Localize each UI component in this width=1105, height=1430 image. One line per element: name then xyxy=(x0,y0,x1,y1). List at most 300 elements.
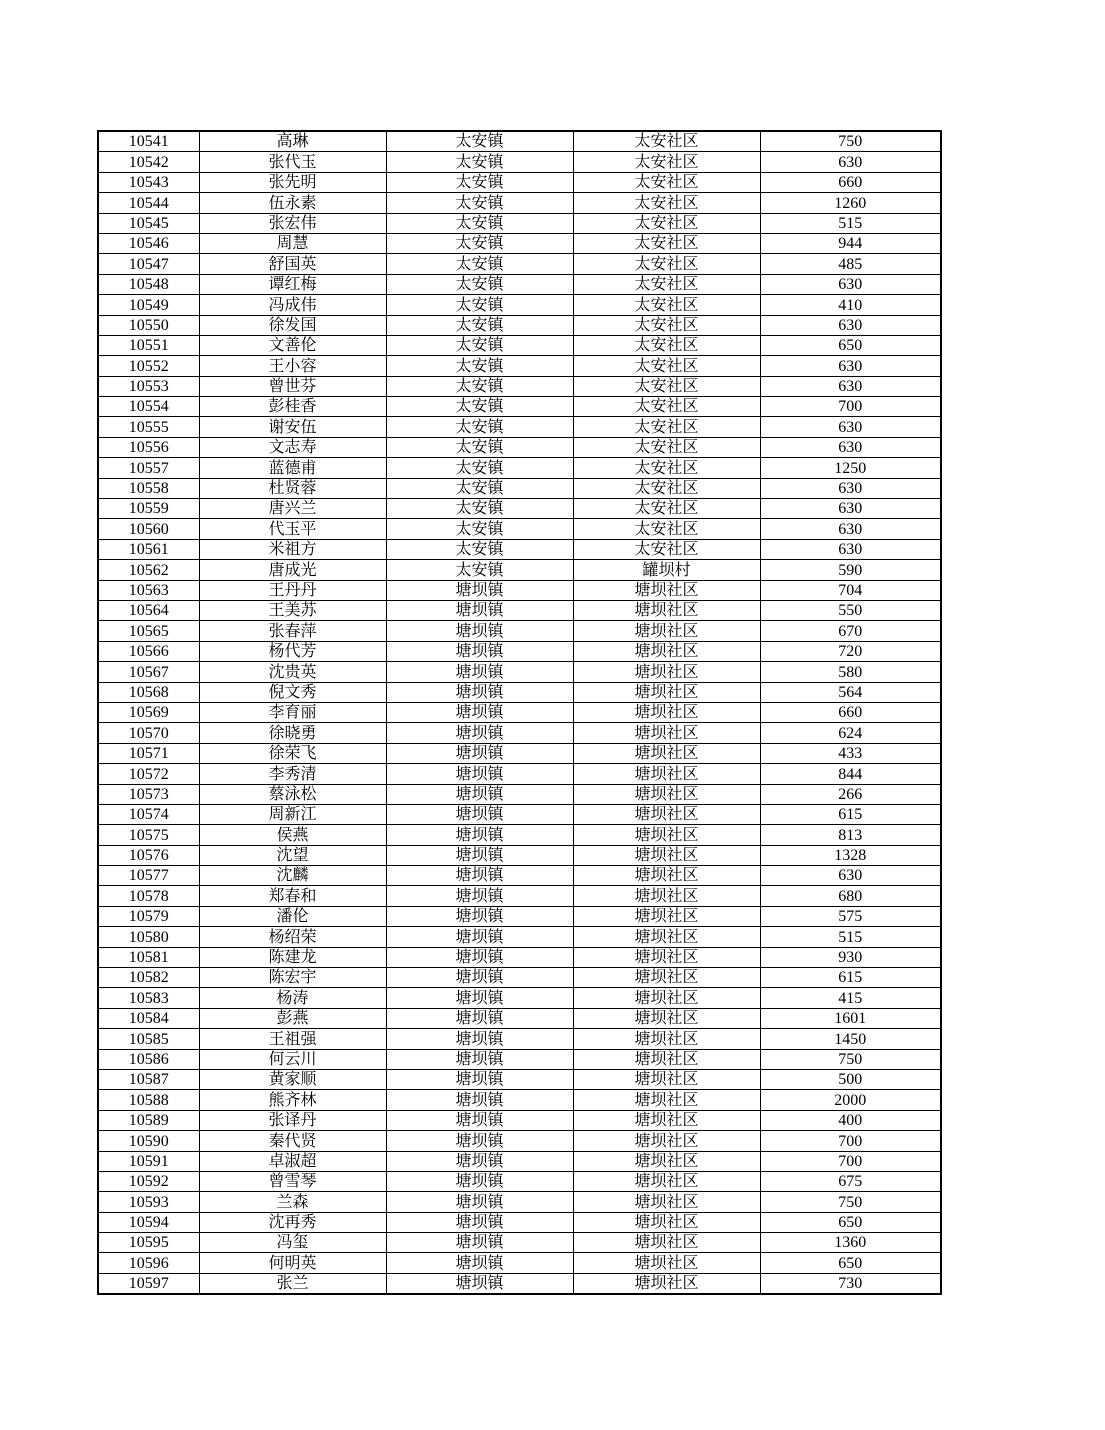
table-row xyxy=(98,131,941,152)
name-cell: 张代玉 xyxy=(199,152,386,172)
town-cell: 太安镇 xyxy=(386,193,573,213)
amount-cell: 564 xyxy=(760,682,941,702)
record-id-cell: 10560 xyxy=(98,519,199,539)
community-cell: 塘坝社区 xyxy=(573,906,760,926)
amount-cell: 630 xyxy=(760,519,941,539)
record-id-cell: 10546 xyxy=(98,233,199,253)
community-cell: 塘坝社区 xyxy=(573,682,760,702)
record-id-cell: 10570 xyxy=(98,723,199,743)
name-cell: 杜贤蓉 xyxy=(199,478,386,498)
record-id-cell: 10548 xyxy=(98,274,199,294)
amount-cell: 650 xyxy=(760,1253,941,1273)
community-cell: 太安社区 xyxy=(573,437,760,457)
table-row xyxy=(98,437,941,457)
record-id-cell: 10594 xyxy=(98,1212,199,1232)
town-cell: 塘坝镇 xyxy=(386,906,573,926)
amount-cell: 415 xyxy=(760,988,941,1008)
table-row xyxy=(98,825,941,845)
table-row xyxy=(98,804,941,824)
table-row xyxy=(98,723,941,743)
community-cell: 塘坝社区 xyxy=(573,600,760,620)
community-cell: 塘坝社区 xyxy=(573,927,760,947)
record-id-cell: 10542 xyxy=(98,152,199,172)
record-id-cell: 10586 xyxy=(98,1049,199,1069)
town-cell: 太安镇 xyxy=(386,539,573,559)
community-cell: 塘坝社区 xyxy=(573,1008,760,1028)
table-row xyxy=(98,784,941,804)
record-id-cell: 10573 xyxy=(98,784,199,804)
community-cell: 太安社区 xyxy=(573,172,760,192)
name-cell: 张宏伟 xyxy=(199,213,386,233)
amount-cell: 650 xyxy=(760,335,941,355)
community-cell: 罐坝村 xyxy=(573,560,760,580)
amount-cell: 730 xyxy=(760,1273,941,1294)
name-cell: 张兰 xyxy=(199,1273,386,1294)
community-cell: 塘坝社区 xyxy=(573,1069,760,1089)
record-id-cell: 10558 xyxy=(98,478,199,498)
amount-cell: 1260 xyxy=(760,193,941,213)
record-id-cell: 10582 xyxy=(98,968,199,988)
town-cell: 太安镇 xyxy=(386,417,573,437)
amount-cell: 1328 xyxy=(760,845,941,865)
record-id-cell: 10545 xyxy=(98,213,199,233)
record-id-cell: 10583 xyxy=(98,988,199,1008)
amount-cell: 750 xyxy=(760,1049,941,1069)
community-cell: 太安社区 xyxy=(573,335,760,355)
table-row xyxy=(98,152,941,172)
name-cell: 高琳 xyxy=(199,131,386,152)
amount-cell: 700 xyxy=(760,1151,941,1171)
record-id-cell: 10590 xyxy=(98,1131,199,1151)
name-cell: 王丹丹 xyxy=(199,580,386,600)
town-cell: 塘坝镇 xyxy=(386,866,573,886)
community-cell: 塘坝社区 xyxy=(573,1090,760,1110)
community-cell: 塘坝社区 xyxy=(573,641,760,661)
record-id-cell: 10584 xyxy=(98,1008,199,1028)
town-cell: 塘坝镇 xyxy=(386,927,573,947)
table-row xyxy=(98,499,941,519)
community-cell: 塘坝社区 xyxy=(573,1233,760,1253)
community-cell: 太安社区 xyxy=(573,152,760,172)
community-cell: 塘坝社区 xyxy=(573,621,760,641)
community-cell: 太安社区 xyxy=(573,213,760,233)
community-cell: 塘坝社区 xyxy=(573,1273,760,1294)
town-cell: 塘坝镇 xyxy=(386,641,573,661)
town-cell: 太安镇 xyxy=(386,458,573,478)
amount-cell: 680 xyxy=(760,886,941,906)
town-cell: 太安镇 xyxy=(386,356,573,376)
record-id-cell: 10579 xyxy=(98,906,199,926)
table-row xyxy=(98,702,941,722)
amount-cell: 2000 xyxy=(760,1090,941,1110)
record-id-cell: 10561 xyxy=(98,539,199,559)
table-row xyxy=(98,866,941,886)
town-cell: 太安镇 xyxy=(386,437,573,457)
town-cell: 太安镇 xyxy=(386,233,573,253)
town-cell: 塘坝镇 xyxy=(386,600,573,620)
community-cell: 太安社区 xyxy=(573,519,760,539)
table-row xyxy=(98,1192,941,1212)
record-id-cell: 10581 xyxy=(98,947,199,967)
name-cell: 杨绍荣 xyxy=(199,927,386,947)
record-id-cell: 10554 xyxy=(98,397,199,417)
town-cell: 塘坝镇 xyxy=(386,1192,573,1212)
community-cell: 塘坝社区 xyxy=(573,968,760,988)
community-cell: 太安社区 xyxy=(573,499,760,519)
community-cell: 塘坝社区 xyxy=(573,743,760,763)
record-id-cell: 10549 xyxy=(98,295,199,315)
town-cell: 塘坝镇 xyxy=(386,1069,573,1089)
name-cell: 兰森 xyxy=(199,1192,386,1212)
table-row xyxy=(98,539,941,559)
community-cell: 塘坝社区 xyxy=(573,702,760,722)
amount-cell: 930 xyxy=(760,947,941,967)
amount-cell: 500 xyxy=(760,1069,941,1089)
table-row xyxy=(98,1131,941,1151)
record-id-cell: 10588 xyxy=(98,1090,199,1110)
amount-cell: 630 xyxy=(760,152,941,172)
community-cell: 太安社区 xyxy=(573,274,760,294)
amount-cell: 660 xyxy=(760,172,941,192)
record-id-cell: 10553 xyxy=(98,376,199,396)
table-row xyxy=(98,621,941,641)
name-cell: 李育丽 xyxy=(199,702,386,722)
name-cell: 张春萍 xyxy=(199,621,386,641)
name-cell: 张先明 xyxy=(199,172,386,192)
amount-cell: 630 xyxy=(760,315,941,335)
name-cell: 谭红梅 xyxy=(199,274,386,294)
table-row xyxy=(98,376,941,396)
table-row xyxy=(98,335,941,355)
table-row xyxy=(98,968,941,988)
amount-cell: 615 xyxy=(760,804,941,824)
table-row xyxy=(98,1110,941,1130)
community-cell: 塘坝社区 xyxy=(573,1049,760,1069)
name-cell: 陈宏宇 xyxy=(199,968,386,988)
table-row xyxy=(98,519,941,539)
table-row xyxy=(98,254,941,274)
community-cell: 太安社区 xyxy=(573,233,760,253)
town-cell: 太安镇 xyxy=(386,478,573,498)
table-row xyxy=(98,478,941,498)
name-cell: 彭桂香 xyxy=(199,397,386,417)
name-cell: 潘伦 xyxy=(199,906,386,926)
record-id-cell: 10564 xyxy=(98,600,199,620)
name-cell: 蓝德甫 xyxy=(199,458,386,478)
name-cell: 倪文秀 xyxy=(199,682,386,702)
name-cell: 周新江 xyxy=(199,804,386,824)
amount-cell: 630 xyxy=(760,274,941,294)
table-row xyxy=(98,458,941,478)
name-cell: 唐成光 xyxy=(199,560,386,580)
record-id-cell: 10587 xyxy=(98,1069,199,1089)
name-cell: 沈再秀 xyxy=(199,1212,386,1232)
town-cell: 塘坝镇 xyxy=(386,723,573,743)
name-cell: 周慧 xyxy=(199,233,386,253)
record-id-cell: 10562 xyxy=(98,560,199,580)
amount-cell: 630 xyxy=(760,866,941,886)
amount-cell: 615 xyxy=(760,968,941,988)
amount-cell: 700 xyxy=(760,397,941,417)
table-row xyxy=(98,193,941,213)
amount-cell: 580 xyxy=(760,662,941,682)
community-cell: 塘坝社区 xyxy=(573,886,760,906)
community-cell: 太安社区 xyxy=(573,356,760,376)
town-cell: 塘坝镇 xyxy=(386,580,573,600)
table-row xyxy=(98,1090,941,1110)
town-cell: 塘坝镇 xyxy=(386,702,573,722)
name-cell: 侯燕 xyxy=(199,825,386,845)
town-cell: 塘坝镇 xyxy=(386,968,573,988)
town-cell: 太安镇 xyxy=(386,499,573,519)
record-id-cell: 10572 xyxy=(98,764,199,784)
data-table-body xyxy=(98,131,941,1294)
name-cell: 唐兴兰 xyxy=(199,499,386,519)
table-row xyxy=(98,641,941,661)
amount-cell: 630 xyxy=(760,478,941,498)
table-row xyxy=(98,580,941,600)
table-row xyxy=(98,1171,941,1191)
table-row xyxy=(98,172,941,192)
community-cell: 塘坝社区 xyxy=(573,825,760,845)
name-cell: 曾雪琴 xyxy=(199,1171,386,1191)
town-cell: 塘坝镇 xyxy=(386,1131,573,1151)
community-cell: 太安社区 xyxy=(573,397,760,417)
record-id-cell: 10595 xyxy=(98,1233,199,1253)
town-cell: 塘坝镇 xyxy=(386,1171,573,1191)
amount-cell: 675 xyxy=(760,1171,941,1191)
table-row xyxy=(98,356,941,376)
table-row xyxy=(98,886,941,906)
table-row xyxy=(98,927,941,947)
record-id-cell: 10597 xyxy=(98,1273,199,1294)
community-cell: 太安社区 xyxy=(573,458,760,478)
town-cell: 塘坝镇 xyxy=(386,1049,573,1069)
name-cell: 杨代芳 xyxy=(199,641,386,661)
amount-cell: 266 xyxy=(760,784,941,804)
community-cell: 塘坝社区 xyxy=(573,1192,760,1212)
amount-cell: 1601 xyxy=(760,1008,941,1028)
amount-cell: 515 xyxy=(760,213,941,233)
table-row xyxy=(98,1273,941,1294)
name-cell: 何明英 xyxy=(199,1253,386,1273)
town-cell: 塘坝镇 xyxy=(386,947,573,967)
amount-cell: 813 xyxy=(760,825,941,845)
name-cell: 沈贵英 xyxy=(199,662,386,682)
town-cell: 太安镇 xyxy=(386,315,573,335)
community-cell: 太安社区 xyxy=(573,315,760,335)
name-cell: 卓淑超 xyxy=(199,1151,386,1171)
name-cell: 秦代贤 xyxy=(199,1131,386,1151)
community-cell: 太安社区 xyxy=(573,193,760,213)
amount-cell: 400 xyxy=(760,1110,941,1130)
name-cell: 伍永素 xyxy=(199,193,386,213)
record-id-cell: 10557 xyxy=(98,458,199,478)
community-cell: 塘坝社区 xyxy=(573,764,760,784)
name-cell: 沈麟 xyxy=(199,866,386,886)
town-cell: 塘坝镇 xyxy=(386,784,573,804)
community-cell: 太安社区 xyxy=(573,376,760,396)
name-cell: 谢安伍 xyxy=(199,417,386,437)
amount-cell: 944 xyxy=(760,233,941,253)
record-id-cell: 10578 xyxy=(98,886,199,906)
town-cell: 塘坝镇 xyxy=(386,662,573,682)
community-cell: 塘坝社区 xyxy=(573,804,760,824)
table-row xyxy=(98,213,941,233)
town-cell: 塘坝镇 xyxy=(386,1151,573,1171)
record-id-cell: 10552 xyxy=(98,356,199,376)
town-cell: 塘坝镇 xyxy=(386,804,573,824)
table-row xyxy=(98,315,941,335)
town-cell: 太安镇 xyxy=(386,254,573,274)
amount-cell: 660 xyxy=(760,702,941,722)
amount-cell: 410 xyxy=(760,295,941,315)
amount-cell: 630 xyxy=(760,499,941,519)
town-cell: 塘坝镇 xyxy=(386,764,573,784)
record-id-cell: 10576 xyxy=(98,845,199,865)
amount-cell: 575 xyxy=(760,906,941,926)
community-cell: 塘坝社区 xyxy=(573,1253,760,1273)
name-cell: 蔡泳松 xyxy=(199,784,386,804)
record-id-cell: 10551 xyxy=(98,335,199,355)
amount-cell: 630 xyxy=(760,437,941,457)
community-cell: 塘坝社区 xyxy=(573,845,760,865)
community-cell: 塘坝社区 xyxy=(573,947,760,967)
name-cell: 舒国英 xyxy=(199,254,386,274)
community-cell: 塘坝社区 xyxy=(573,1171,760,1191)
town-cell: 塘坝镇 xyxy=(386,1273,573,1294)
amount-cell: 844 xyxy=(760,764,941,784)
table-row xyxy=(98,233,941,253)
town-cell: 塘坝镇 xyxy=(386,845,573,865)
table-row xyxy=(98,1233,941,1253)
community-cell: 塘坝社区 xyxy=(573,1151,760,1171)
record-id-cell: 10569 xyxy=(98,702,199,722)
amount-cell: 515 xyxy=(760,927,941,947)
name-cell: 王美苏 xyxy=(199,600,386,620)
name-cell: 黄家顺 xyxy=(199,1069,386,1089)
town-cell: 塘坝镇 xyxy=(386,1110,573,1130)
town-cell: 塘坝镇 xyxy=(386,1090,573,1110)
community-cell: 塘坝社区 xyxy=(573,723,760,743)
town-cell: 塘坝镇 xyxy=(386,621,573,641)
name-cell: 文善伦 xyxy=(199,335,386,355)
name-cell: 徐发国 xyxy=(199,315,386,335)
amount-cell: 650 xyxy=(760,1212,941,1232)
record-id-cell: 10574 xyxy=(98,804,199,824)
name-cell: 王祖强 xyxy=(199,1029,386,1049)
table-row xyxy=(98,295,941,315)
name-cell: 曾世芬 xyxy=(199,376,386,396)
record-id-cell: 10568 xyxy=(98,682,199,702)
table-row xyxy=(98,417,941,437)
town-cell: 塘坝镇 xyxy=(386,988,573,1008)
town-cell: 塘坝镇 xyxy=(386,1029,573,1049)
table-row xyxy=(98,906,941,926)
record-id-cell: 10577 xyxy=(98,866,199,886)
town-cell: 太安镇 xyxy=(386,560,573,580)
community-cell: 塘坝社区 xyxy=(573,1131,760,1151)
record-id-cell: 10593 xyxy=(98,1192,199,1212)
record-id-cell: 10596 xyxy=(98,1253,199,1273)
table-row xyxy=(98,682,941,702)
name-cell: 王小容 xyxy=(199,356,386,376)
record-id-cell: 10589 xyxy=(98,1110,199,1130)
town-cell: 塘坝镇 xyxy=(386,1008,573,1028)
community-cell: 塘坝社区 xyxy=(573,580,760,600)
community-cell: 太安社区 xyxy=(573,295,760,315)
amount-cell: 433 xyxy=(760,743,941,763)
name-cell: 郑春和 xyxy=(199,886,386,906)
record-id-cell: 10580 xyxy=(98,927,199,947)
table-row xyxy=(98,1212,941,1232)
community-cell: 塘坝社区 xyxy=(573,1212,760,1232)
community-cell: 塘坝社区 xyxy=(573,866,760,886)
amount-cell: 630 xyxy=(760,417,941,437)
amount-cell: 485 xyxy=(760,254,941,274)
town-cell: 塘坝镇 xyxy=(386,682,573,702)
table-row xyxy=(98,947,941,967)
table-row xyxy=(98,764,941,784)
town-cell: 太安镇 xyxy=(386,519,573,539)
name-cell: 米祖方 xyxy=(199,539,386,559)
record-id-cell: 10556 xyxy=(98,437,199,457)
record-id-cell: 10585 xyxy=(98,1029,199,1049)
town-cell: 塘坝镇 xyxy=(386,1253,573,1273)
name-cell: 冯玺 xyxy=(199,1233,386,1253)
record-id-cell: 10555 xyxy=(98,417,199,437)
community-cell: 太安社区 xyxy=(573,254,760,274)
community-cell: 塘坝社区 xyxy=(573,1110,760,1130)
town-cell: 太安镇 xyxy=(386,131,573,152)
record-id-cell: 10550 xyxy=(98,315,199,335)
community-cell: 太安社区 xyxy=(573,478,760,498)
name-cell: 张译丹 xyxy=(199,1110,386,1130)
town-cell: 塘坝镇 xyxy=(386,825,573,845)
table-row xyxy=(98,1069,941,1089)
table-row xyxy=(98,274,941,294)
record-id-cell: 10559 xyxy=(98,499,199,519)
table-row xyxy=(98,1029,941,1049)
record-id-cell: 10571 xyxy=(98,743,199,763)
town-cell: 太安镇 xyxy=(386,152,573,172)
community-cell: 塘坝社区 xyxy=(573,784,760,804)
town-cell: 太安镇 xyxy=(386,376,573,396)
town-cell: 太安镇 xyxy=(386,274,573,294)
record-id-cell: 10565 xyxy=(98,621,199,641)
town-cell: 塘坝镇 xyxy=(386,743,573,763)
amount-cell: 624 xyxy=(760,723,941,743)
amount-cell: 750 xyxy=(760,131,941,152)
name-cell: 徐荣飞 xyxy=(199,743,386,763)
table-row xyxy=(98,662,941,682)
record-id-cell: 10566 xyxy=(98,641,199,661)
community-cell: 塘坝社区 xyxy=(573,662,760,682)
town-cell: 太安镇 xyxy=(386,295,573,315)
record-id-cell: 10544 xyxy=(98,193,199,213)
record-id-cell: 10567 xyxy=(98,662,199,682)
name-cell: 徐晓勇 xyxy=(199,723,386,743)
name-cell: 彭燕 xyxy=(199,1008,386,1028)
record-id-cell: 10541 xyxy=(98,131,199,152)
town-cell: 太安镇 xyxy=(386,172,573,192)
name-cell: 代玉平 xyxy=(199,519,386,539)
table-row xyxy=(98,988,941,1008)
name-cell: 文志寿 xyxy=(199,437,386,457)
table-row xyxy=(98,600,941,620)
community-cell: 塘坝社区 xyxy=(573,1029,760,1049)
amount-cell: 750 xyxy=(760,1192,941,1212)
